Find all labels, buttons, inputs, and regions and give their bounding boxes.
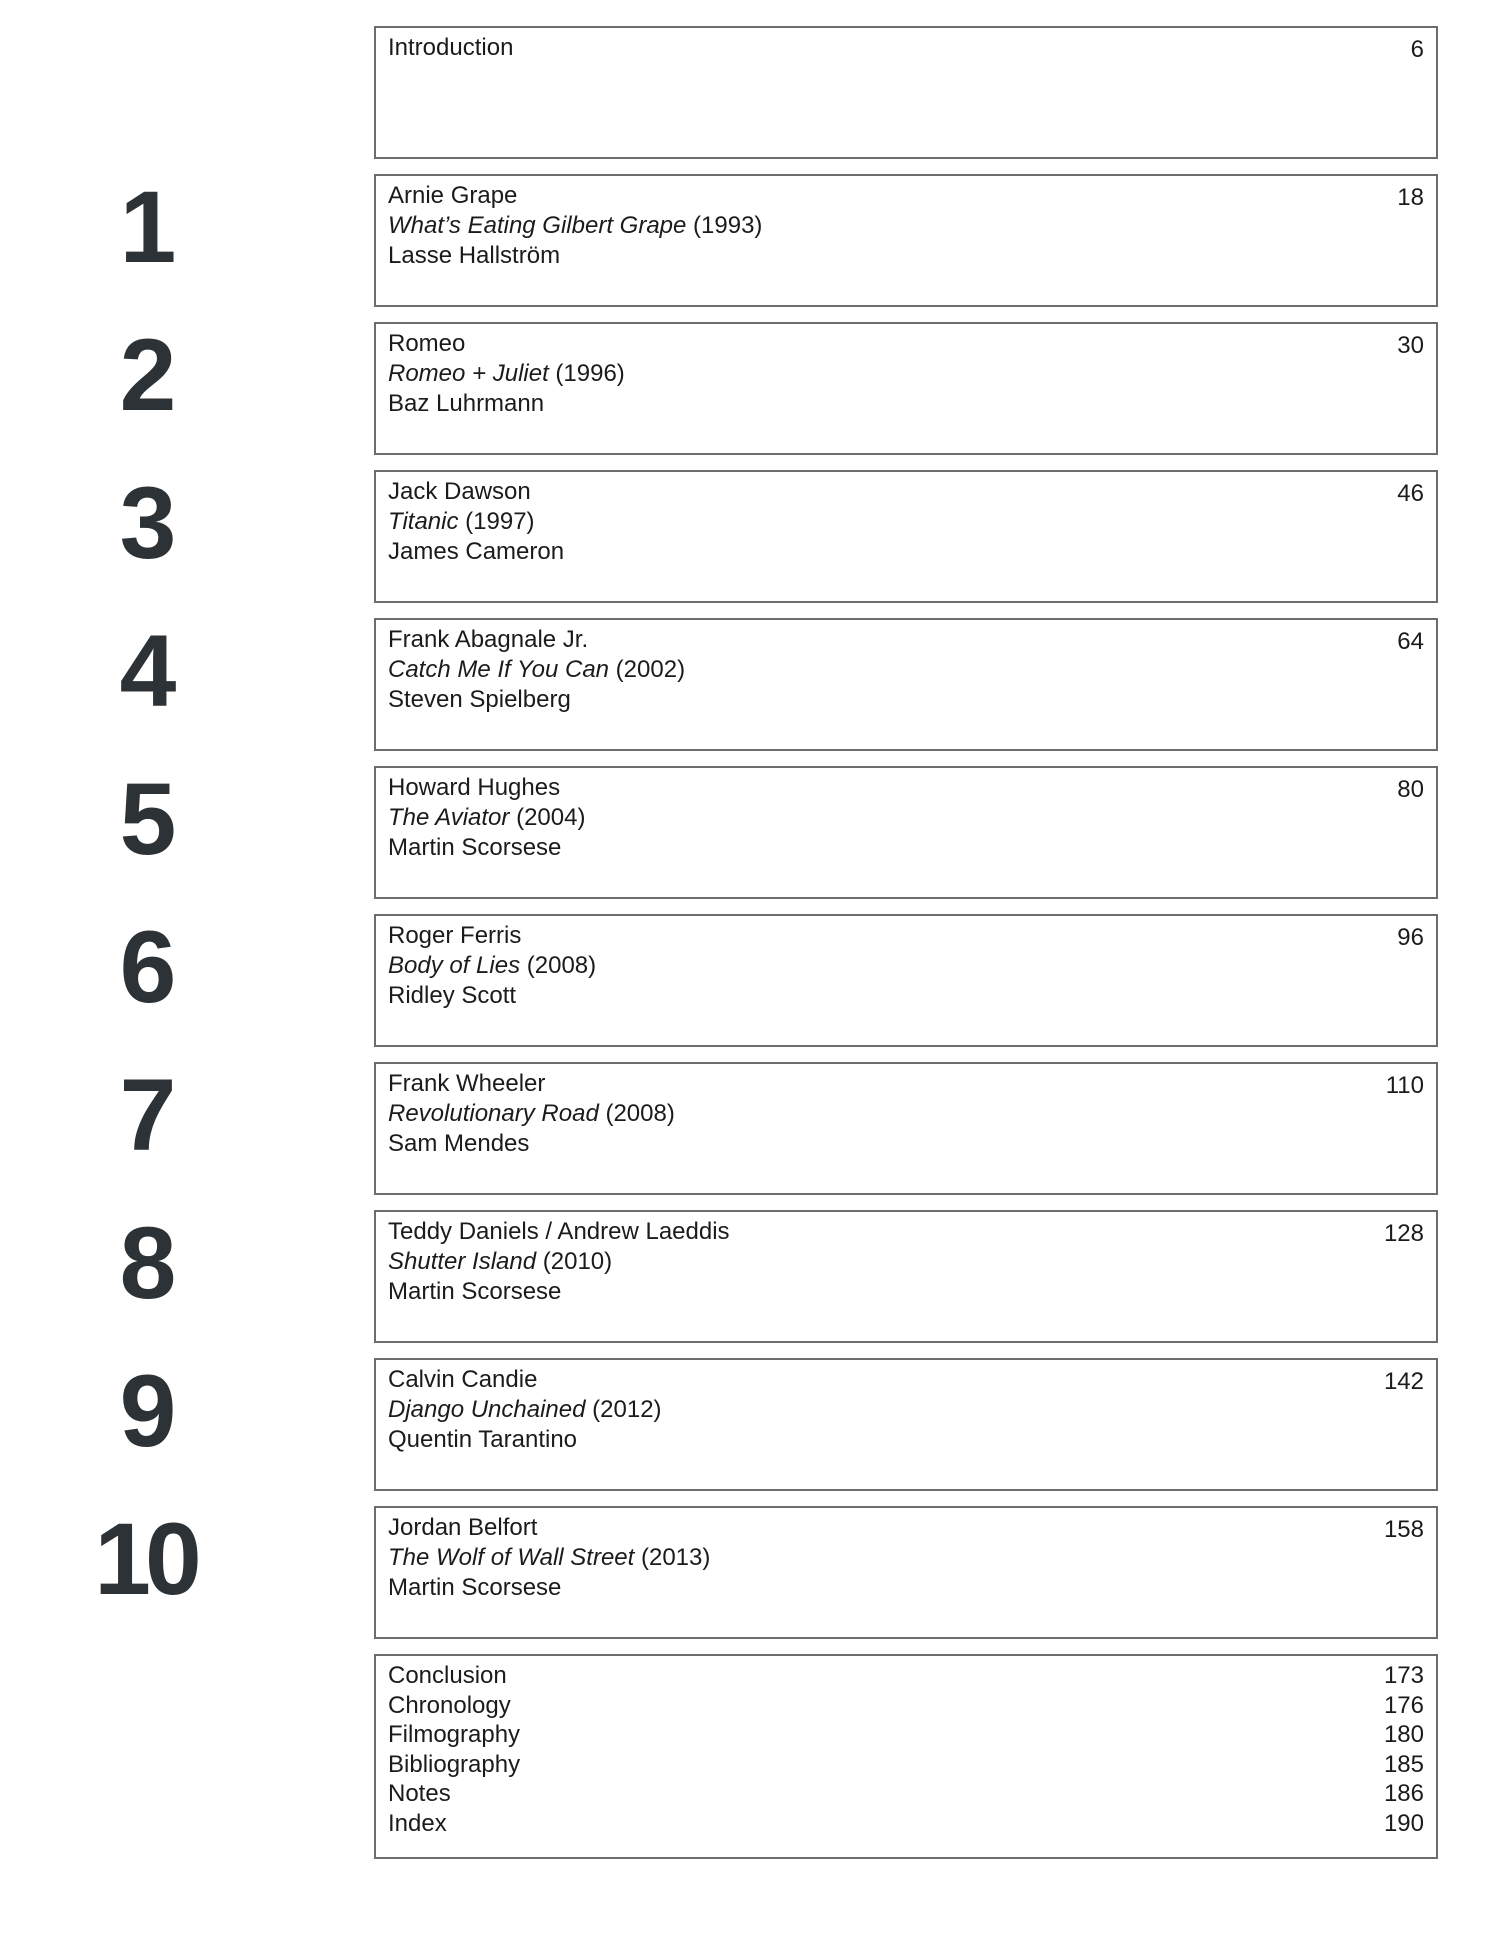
chapter-character: Jordan Belfort: [388, 1514, 538, 1541]
back-matter-title: Chronology: [388, 1691, 511, 1719]
chapter-film-line: [388, 507, 1424, 537]
chapter-director: Martin Scorsese: [388, 834, 562, 861]
chapter-character: Romeo: [388, 330, 466, 357]
intro-title: Introduction: [388, 34, 514, 61]
chapter-film-line: [388, 803, 1424, 833]
chapter-entry[interactable]: [374, 618, 1438, 751]
chapter-number: 3: [119, 466, 171, 580]
back-matter-item[interactable]: [388, 1691, 1424, 1721]
chapter-number: 9: [119, 1354, 171, 1468]
chapter-film-title: Revolutionary Road: [388, 1100, 599, 1127]
back-matter-page: 185: [1383, 1750, 1424, 1778]
chapter-page: 80: [1397, 776, 1424, 803]
back-matter-item[interactable]: [388, 1720, 1424, 1750]
chapter-director: Steven Spielberg: [388, 686, 571, 713]
chapter-character: Arnie Grape: [388, 182, 518, 209]
chapter-character: Calvin Candie: [388, 1366, 538, 1393]
chapter-film-year: (2004): [509, 804, 586, 831]
back-matter-page: 186: [1383, 1780, 1424, 1808]
back-matter-item[interactable]: [388, 1750, 1424, 1780]
chapter-character: Frank Abagnale Jr.: [388, 626, 589, 653]
chapter-film-year: (2002): [609, 656, 686, 683]
chapter-number: 4: [119, 614, 171, 728]
chapter-director: Lasse Hallström: [388, 242, 561, 269]
chapter-page: 30: [1397, 332, 1424, 359]
chapter-entry[interactable]: [374, 766, 1438, 899]
chapter-film-title: Romeo + Juliet: [388, 360, 549, 387]
chapter-number: 8: [119, 1206, 171, 1320]
back-matter-page: 190: [1383, 1809, 1424, 1837]
chapter-character: Howard Hughes: [388, 774, 561, 801]
chapter-page: 64: [1397, 628, 1424, 655]
chapter-film-year: (2008): [520, 952, 597, 979]
chapter-film-year: (2013): [634, 1544, 711, 1571]
chapter-film-title: Shutter Island: [388, 1248, 537, 1275]
back-matter-page: 173: [1383, 1662, 1424, 1689]
chapter-number: 6: [119, 910, 171, 1024]
chapter-entry[interactable]: [374, 470, 1438, 603]
chapter-number: 2: [119, 318, 171, 432]
chapter-number: 1: [119, 170, 171, 284]
back-matter-title: Filmography: [388, 1721, 521, 1749]
chapter-film-line: [388, 1099, 1424, 1129]
chapter-character: Frank Wheeler: [388, 1070, 546, 1097]
chapter-film-year: (1997): [458, 508, 535, 535]
chapter-film-line: [388, 1247, 1424, 1277]
chapter-film-year: (2012): [585, 1396, 662, 1423]
chapter-entry[interactable]: [374, 1506, 1438, 1639]
chapter-page: 142: [1383, 1368, 1424, 1395]
chapter-page: 96: [1397, 924, 1424, 951]
chapter-film-title: Body of Lies: [388, 952, 521, 979]
intro-entry[interactable]: [374, 26, 1438, 159]
chapter-entry[interactable]: [374, 1358, 1438, 1491]
back-matter-title: Bibliography: [388, 1750, 521, 1778]
back-matter-title: Index: [388, 1809, 447, 1837]
chapter-entry[interactable]: [374, 1210, 1438, 1343]
chapter-film-title: What’s Eating Gilbert Grape: [388, 212, 687, 239]
chapter-director: Baz Luhrmann: [388, 390, 545, 417]
chapter-film-year: (1996): [548, 360, 625, 387]
chapter-film-year: (2010): [536, 1248, 613, 1275]
chapter-page: 110: [1385, 1072, 1424, 1099]
chapter-director: Martin Scorsese: [388, 1278, 562, 1305]
back-matter-page: 176: [1383, 1691, 1424, 1719]
chapter-character: Roger Ferris: [388, 922, 522, 949]
chapter-page: 128: [1383, 1220, 1424, 1247]
back-matter-item[interactable]: [388, 1661, 1424, 1691]
chapter-film-year: (1993): [686, 212, 763, 239]
back-matter-page: 180: [1383, 1721, 1424, 1749]
chapter-entry[interactable]: [374, 322, 1438, 455]
chapter-film-title: Catch Me If You Can: [388, 656, 610, 683]
chapter-film-title: The Aviator: [388, 804, 510, 831]
chapter-entry[interactable]: [374, 174, 1438, 307]
back-matter-item[interactable]: [388, 1779, 1424, 1809]
back-matter-title: Conclusion: [388, 1662, 507, 1689]
back-matter-list: [374, 1654, 1438, 1859]
chapter-character: Teddy Daniels / Andrew Laeddis: [388, 1218, 730, 1245]
chapter-director: James Cameron: [388, 538, 565, 565]
chapter-number: 5: [119, 762, 171, 876]
chapter-film-year: (2008): [598, 1100, 675, 1127]
chapter-film-title: The Wolf of Wall Street: [388, 1544, 635, 1571]
intro-page: 6: [1410, 36, 1424, 63]
chapter-page: 158: [1383, 1516, 1424, 1543]
chapter-director: Martin Scorsese: [388, 1574, 562, 1601]
chapter-director: Sam Mendes: [388, 1130, 530, 1157]
chapter-film-line: [388, 1543, 1424, 1573]
chapter-director: Ridley Scott: [388, 982, 517, 1009]
chapter-film-line: [388, 951, 1424, 981]
back-matter-item[interactable]: [388, 1809, 1424, 1839]
chapter-page: 18: [1397, 184, 1424, 211]
chapter-film-line: [388, 1395, 1424, 1425]
chapter-entry[interactable]: [374, 1062, 1438, 1195]
chapter-director: Quentin Tarantino: [388, 1426, 578, 1453]
chapter-film-line: [388, 211, 1424, 241]
chapter-film-line: [388, 359, 1424, 389]
chapter-film-title: Titanic: [388, 508, 459, 535]
chapter-film-line: [388, 655, 1424, 685]
back-matter-title: Notes: [388, 1780, 451, 1808]
chapter-number: 7: [119, 1058, 171, 1172]
chapter-film-title: Django Unchained: [388, 1396, 586, 1423]
chapter-character: Jack Dawson: [388, 478, 531, 505]
chapter-entry[interactable]: [374, 914, 1438, 1047]
chapter-number: 10: [94, 1502, 196, 1616]
chapter-page: 46: [1397, 480, 1424, 507]
